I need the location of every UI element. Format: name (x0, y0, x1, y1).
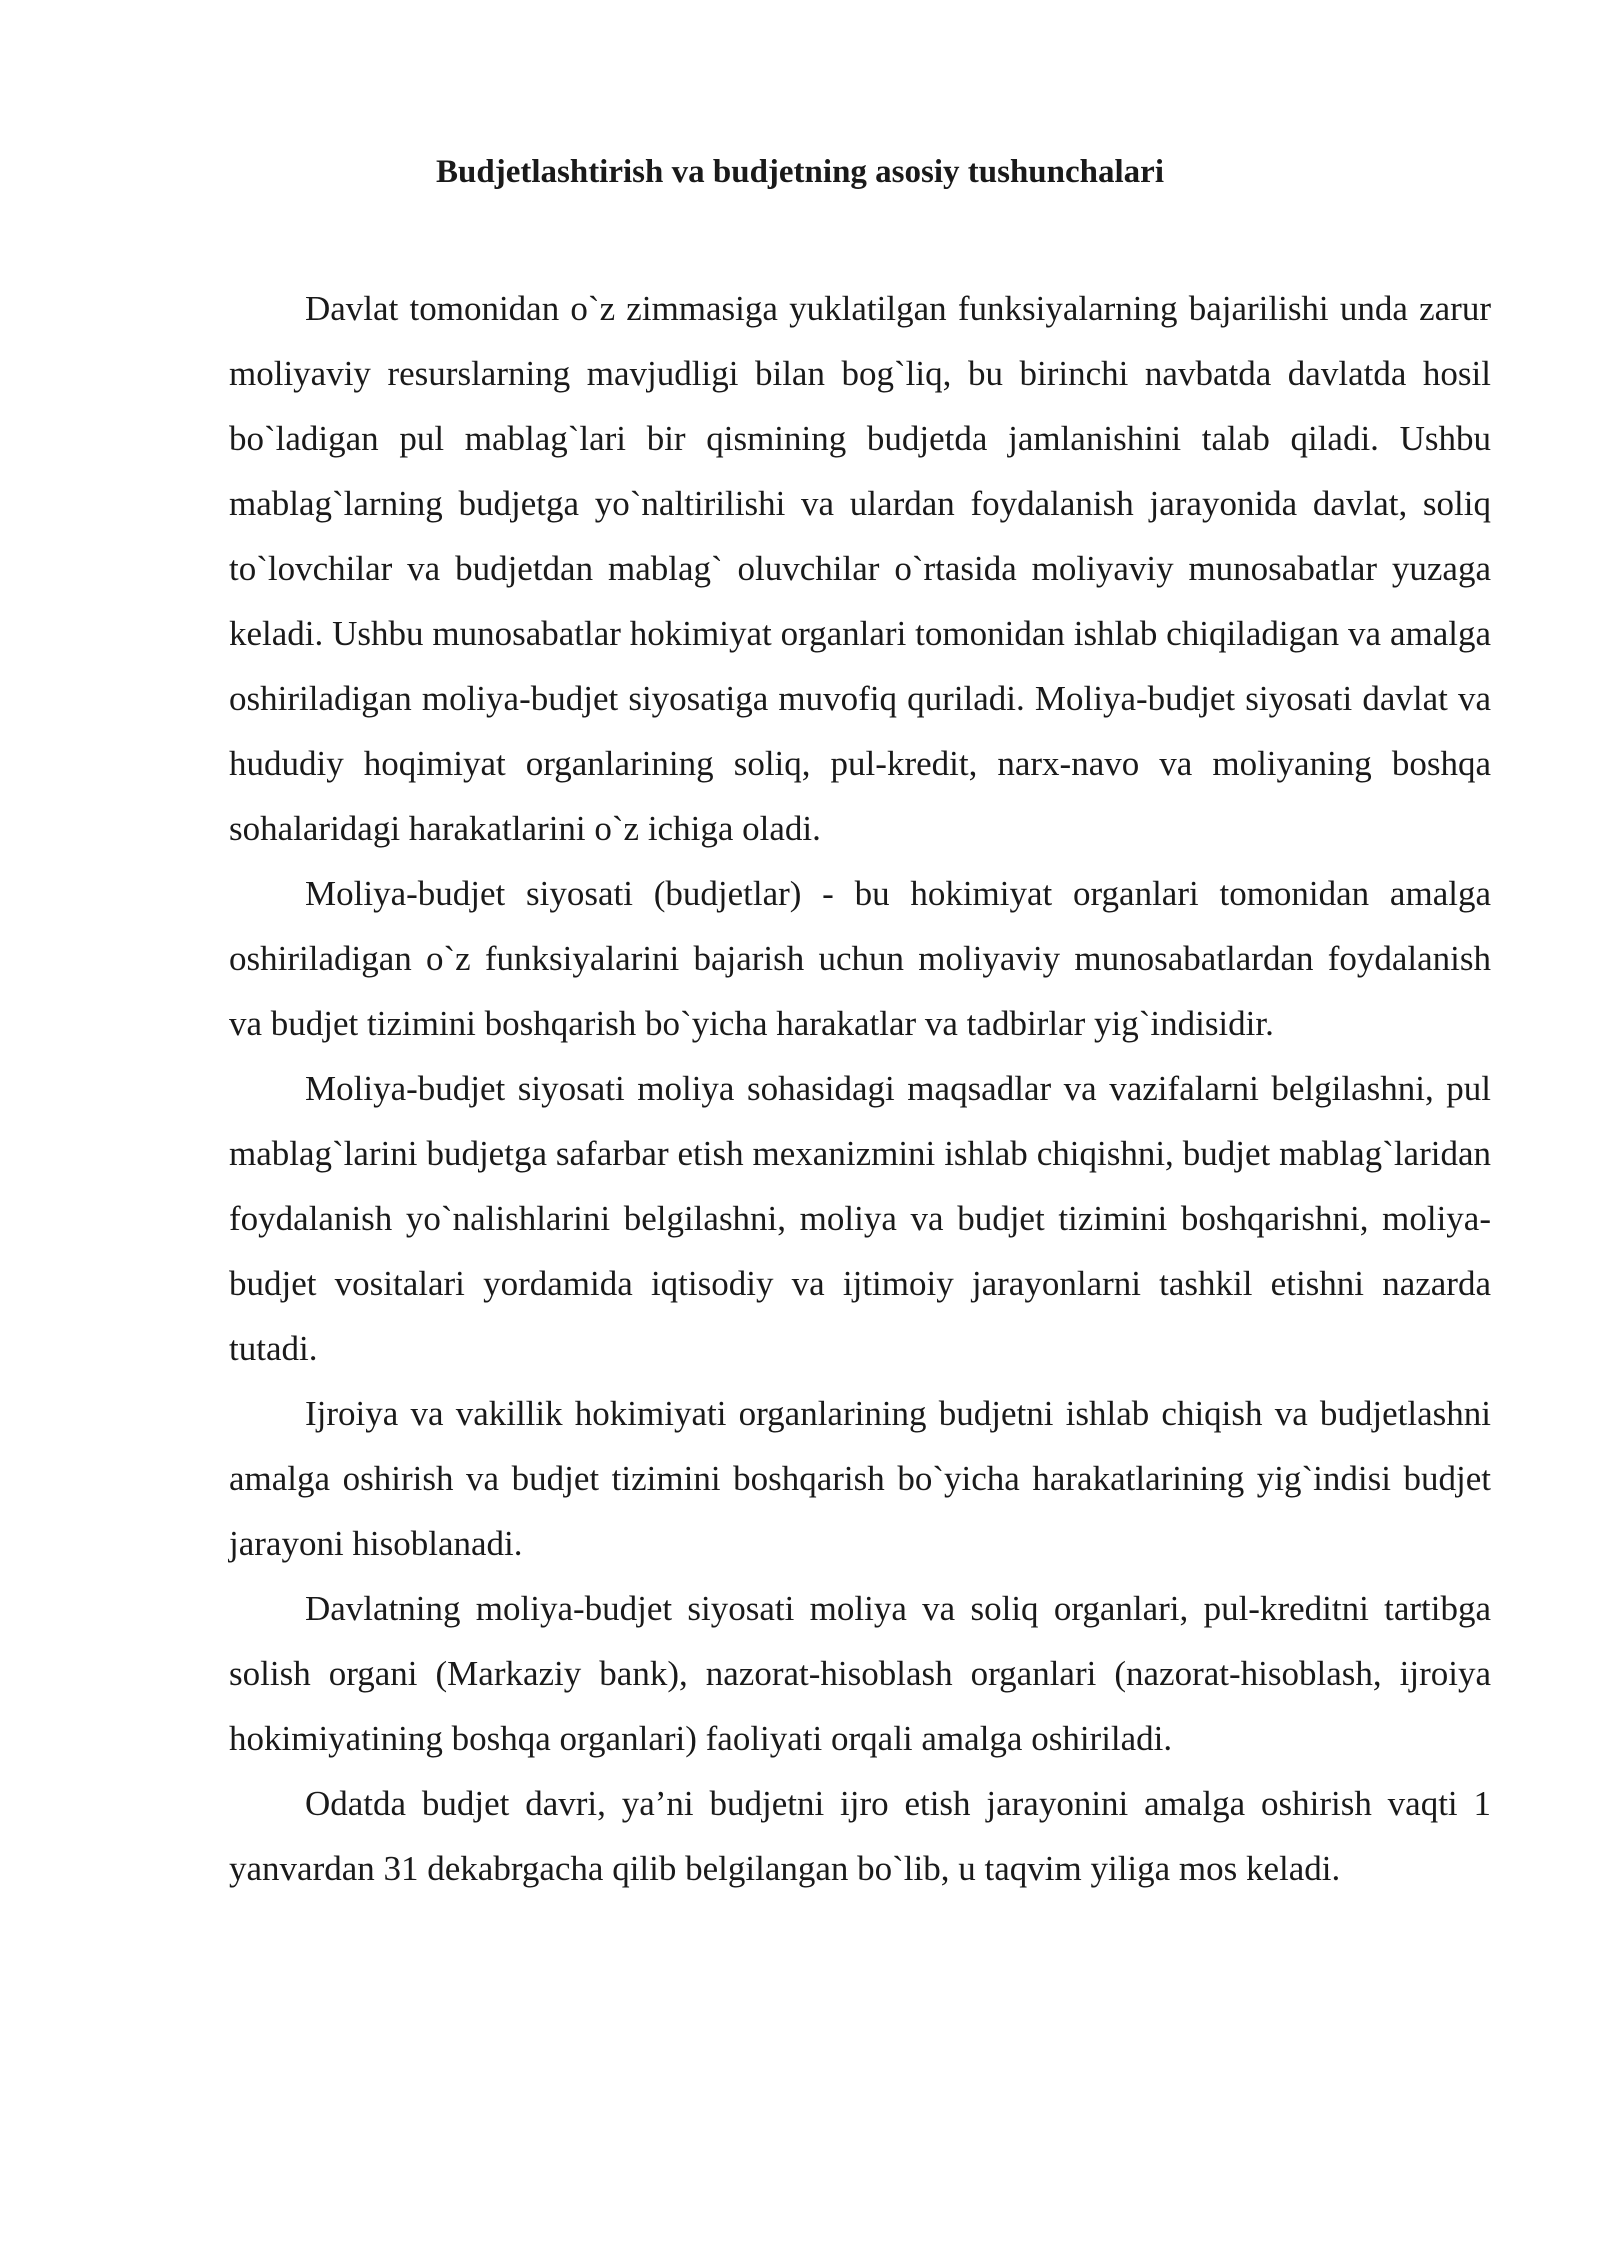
document-title: Budjetlashtirish va budjetning asosiy tushunchalari (435, 154, 1164, 190)
paragraph: Moliya-budjet siyosati (budjetlar) - bu hokimiyat organlari tomonidan amalga oshiriladigan o`z funksiyalarini bajarish uchun moliyaviy munosabatlardan foydalanish va budjet tizimini boshqarish bo`yicha harakatlar va tadbirlar yig`indisidir. (229, 874, 1491, 1043)
paragraph: Odatda budjet davri, ya’ni budjetni ijro etish jarayonini amalga oshirish vaqti 1 yanvardan 31 dekabrgacha qilib belgilangan bo`lib, u taqvim yiliga mos keladi. (229, 1784, 1491, 1888)
paragraph: Davlat tomonidan o`z zimmasiga yuklatilgan funksiyalarning bajarilishi unda zarur moliyaviy resurslarning mavjudligi bilan bog`liq, bu birinchi navbatda davlatda hosil bo`ladigan pul mablag`lari bir qismining budjetda jamlanishini talab qiladi. Ushbu mablag`larning budjetga yo`naltirilishi va ulardan foydalanish jarayonida davlat, soliq to`lovchilar va budjetdan mablag` oluvchilar o`rtasida moliyaviy munosabatlar yuzaga keladi. Ushbu munosabatlar hokimiyat organlari tomonidan ishlab chiqiladigan va amalga oshiriladigan moliya-budjet siyosatiga muvofiq quriladi. Moliya-budjet siyosati davlat va hududiy hoqimiyat organlarining soliq, pul-kredit, narx-navo va moliyaning boshqa sohalaridagi harakatlarini o`z ichiga oladi. (229, 289, 1491, 848)
paragraph: Moliya-budjet siyosati moliya sohasidagi maqsadlar va vazifalarni belgilashni, pul mablag`larini budjetga safarbar etish mexanizmini ishlab chiqishni, budjet mablag`laridan foydalanish yo`nalishlarini belgilashni, moliya va budjet tizimini boshqarishni, moliya-budjet vositalari yordamida iqtisodiy va ijtimoiy jarayonlarni tashkil etishni nazarda tutadi. (229, 1069, 1491, 1368)
paragraph: Davlatning moliya-budjet siyosati moliya va soliq organlari, pul-kreditni tartibga solish organi (Markaziy bank), nazorat-hisoblash organlari (nazorat-hisoblash, ijroiya hokimiyatining boshqa organlari) faoliyati orqali amalga oshiriladi. (229, 1589, 1491, 1758)
paragraph: Ijroiya va vakillik hokimiyati organlarining budjetni ishlab chiqish va budjetlashni amalga oshirish va budjet tizimini boshqarish bo`yicha harakatlarining yig`indisi budjet jarayoni hisoblanadi. (229, 1394, 1491, 1563)
document-body (229, 276, 1491, 1901)
